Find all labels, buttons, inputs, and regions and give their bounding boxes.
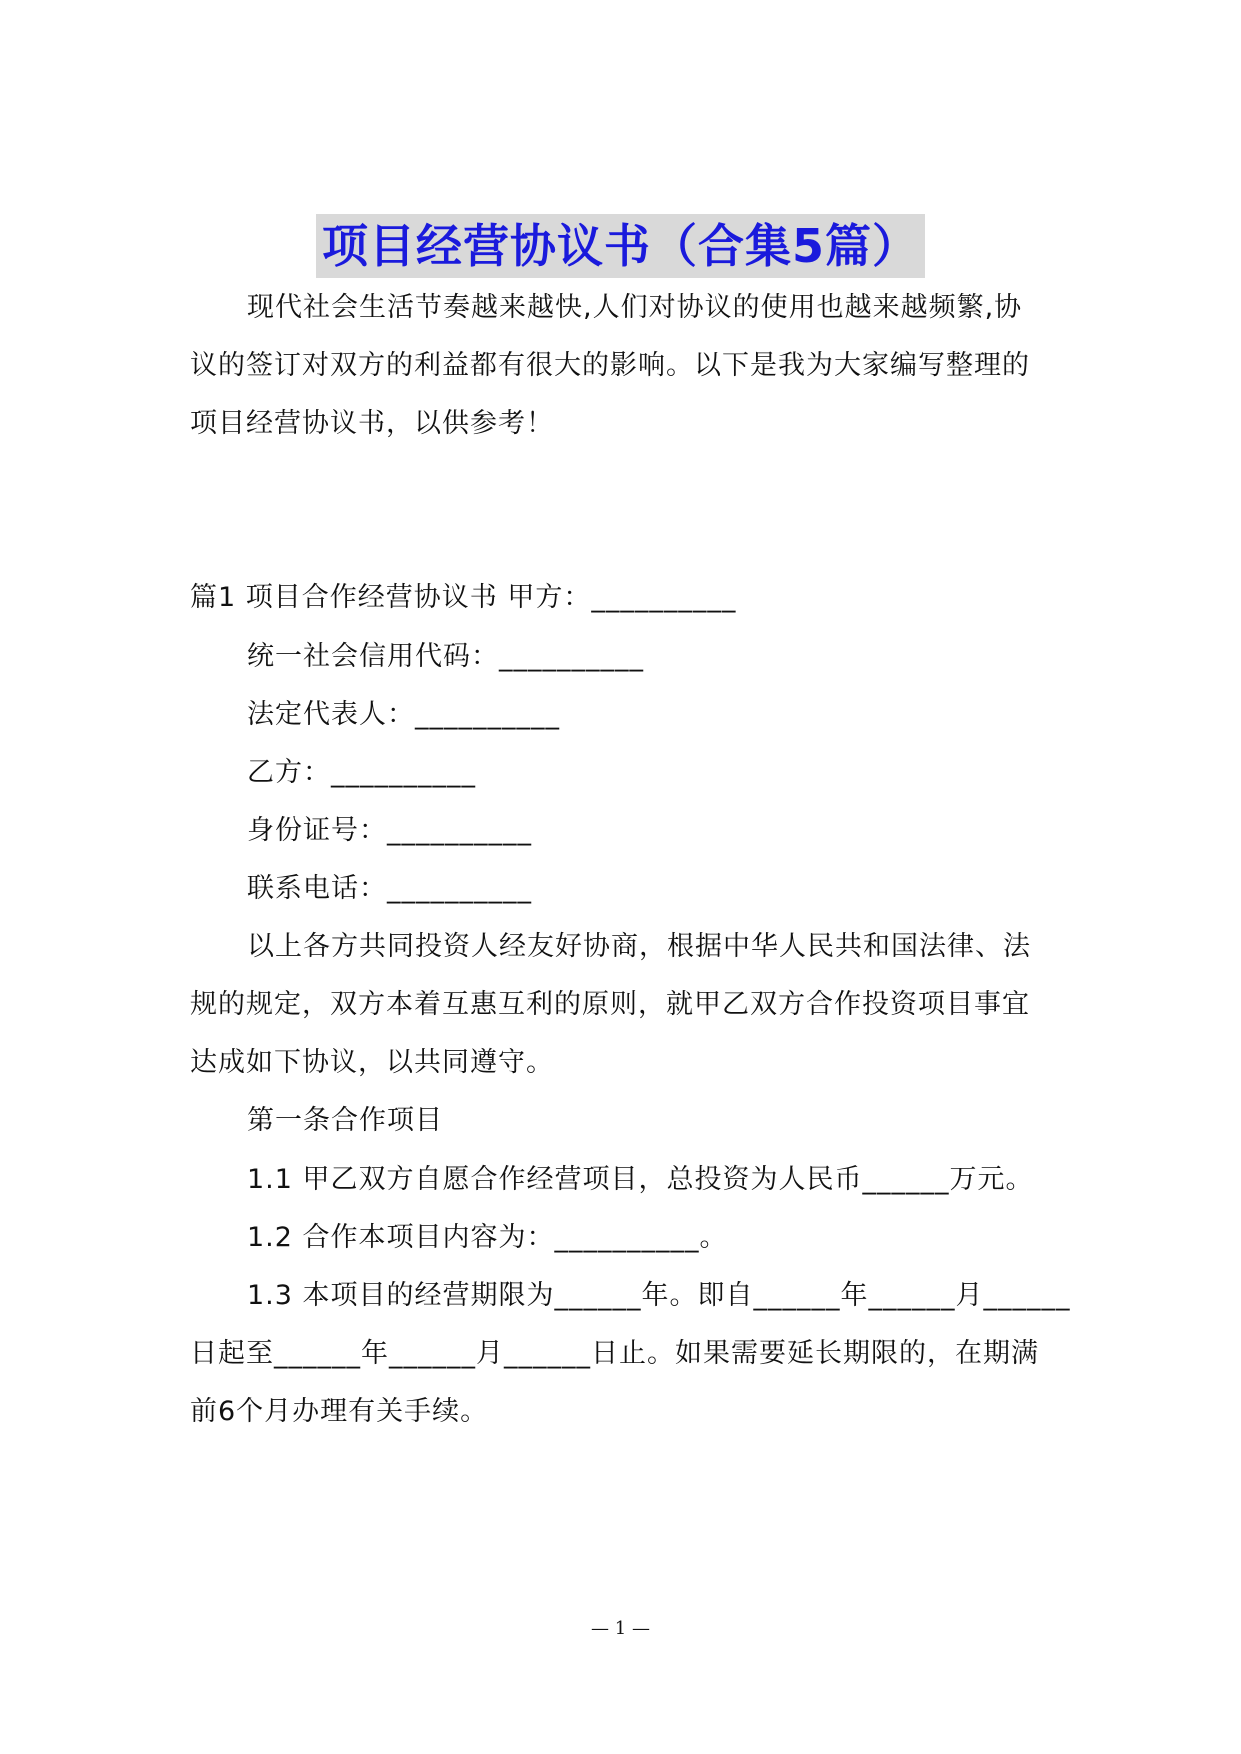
intro-line: 议的签订对双方的利益都有很大的影响。以下是我为大家编写整理的 [190,350,1030,381]
paragraph-line: 规的规定，双方本着互惠互利的原则，就甲乙双方合作投资项目事宜 [190,989,1030,1020]
title-container [0,214,1241,278]
clause-1-3-line: 前6个月办理有关手续。 [190,1396,489,1427]
clause-1-3-line: 日起至______年______月______日止。如果需要延长期限的，在期满 [190,1338,1039,1369]
section-heading: 篇1 项目合作经营协议书 甲方：__________ [190,582,737,613]
field-phone: 联系电话：__________ [247,873,532,904]
page-number: — 1 — [591,1618,650,1639]
intro-line: 现代社会生活节奏越来越快,人们对协议的使用也越来越频繁,协 [247,292,1023,323]
field-id-number: 身份证号：__________ [247,815,532,846]
field-party-b: 乙方：__________ [247,757,476,788]
field-credit-code: 统一社会信用代码：__________ [247,641,644,672]
clause-1-3-line: 1.3 本项目的经营期限为______年。即自______年______月______ [247,1280,1071,1311]
clause-1-2: 1.2 合作本项目内容为：__________。 [247,1222,728,1253]
intro-line: 项目经营协议书，以供参考！ [190,408,554,439]
field-legal-rep: 法定代表人：__________ [247,699,560,730]
paragraph-line: 达成如下协议，以共同遵守。 [190,1047,554,1078]
document-title: 项目经营协议书（合集5篇） [316,214,925,278]
paragraph-line: 以上各方共同投资人经友好协商，根据中华人民共和国法律、法 [247,931,1031,962]
article-title: 第一条合作项目 [247,1105,443,1136]
clause-1-1: 1.1 甲乙双方自愿合作经营项目，总投资为人民币______万元。 [247,1164,1034,1195]
